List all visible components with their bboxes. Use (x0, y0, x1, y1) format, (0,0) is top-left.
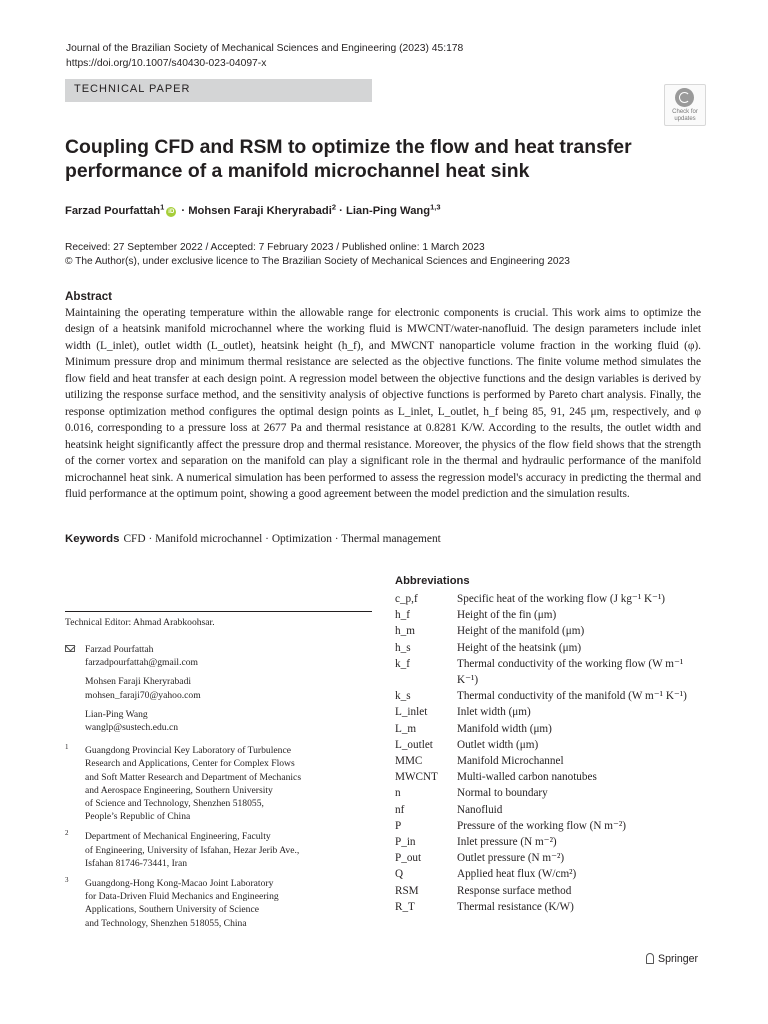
contact-name: Farzad Pourfattah (85, 644, 154, 655)
abbreviation-symbol: h_s (395, 641, 411, 654)
abbreviation-row (395, 883, 705, 899)
abbreviation-symbol: P (395, 819, 402, 832)
journal-citation: Journal of the Brazilian Society of Mechanical Sciences and Engineering (2023) 45:178 (66, 43, 464, 54)
abstract-text: Maintaining the operating temperature within the allowable range for electronic components is crucial. This work aims to optimize the design of a heatsink manifold microchannel where the working fluid is MWCNT/water-nanofluid. The design parameters include inlet width (L_inlet), outlet width (L_outlet), heatsink height (h_f), and MWCNT nanoparticle volume fraction in the working fluid (φ). Minimum pressure drop and minimum thermal resistance are selected as the objective functions. The finite volume method simulates the flow field and heat transfer at each design point. A regression model between the objective functions and the design variables is derived by utilizing the response surface method, and the sensitivity analysis of objective functions is performed by Pareto chart analysis. Finally, the response optimization method configures the optimal design points as L_inlet, L_outlet, h_f being 85, 91, 245 μm, respectively, and φ 0.016, corresponding to a pressure loss at 2677 Pa and thermal resistance at 0.8281 K/W. According to the results, the outlet width and heatsink height significantly affect the pressure drop and thermal resistance. Moreover, the physics of the flow field shows that the strength of the corner vortex and separation on the manifold can play a significant role in the thermal and hydraulic performance of the manifold microchannel heat sink. A numerical simulation has been performed to assess the regression model's accuracy in predicting the thermal and fluid performance at the optimum point, showing a good agreement between the model prediction and the simulation results. (65, 307, 701, 500)
abbreviation-definition: Height of the manifold (μm) (457, 625, 585, 638)
doi-link[interactable]: https://doi.org/10.1007/s40430-023-04097-x (66, 58, 267, 69)
abbreviation-row (395, 607, 705, 623)
abbreviation-row (395, 769, 705, 785)
check-updates-line-1: Check for (672, 109, 698, 115)
author-affiliation-sup: 2 (331, 202, 337, 212)
abbreviation-row (395, 704, 705, 720)
abbreviation-symbol: c_p,f (395, 593, 418, 605)
author-affiliation-sup: 1,3 (430, 202, 441, 212)
abbreviation-symbol: R_T (395, 900, 415, 913)
abstract-heading: Abstract (65, 290, 113, 303)
abbreviation-row (395, 818, 705, 834)
abbreviation-row (395, 785, 705, 801)
abbreviation-definition: Thermal conductivity of the manifold (W m⁻¹ K⁻¹) (457, 690, 687, 703)
abbreviation-row (395, 591, 705, 607)
abbreviation-definition: Specific heat of the working flow (J kg⁻¹ K⁻¹) (457, 593, 666, 605)
check-for-updates-badge[interactable] (664, 84, 706, 126)
abbreviation-row (395, 640, 705, 656)
publisher-name: Springer (658, 953, 699, 965)
abbreviation-symbol: P_in (395, 836, 416, 849)
check-updates-icon (675, 88, 694, 107)
contact-email[interactable]: mohsen_faraji70@yahoo.com (85, 689, 201, 701)
affiliation-line: and Soft Matter Research and Department of Mechanics (85, 771, 302, 783)
affiliation-line: of Science and Technology, Shenzhen 518055, (85, 798, 264, 810)
copyright-line: © The Author(s), under exclusive licence to The Brazilian Society of Mechanical Sciences and Engineering 2023 (65, 256, 570, 267)
author-list: Farzad Pourfattah$^1$iD · Mohsen Faraji Kheryrabadi$^2$ · Lian-Ping Wang$^{1,3}$ (65, 202, 441, 217)
abbreviation-symbol: L_inlet (395, 706, 428, 719)
affiliation (65, 830, 365, 870)
abbreviation-row (395, 737, 705, 753)
abbreviation-row (395, 753, 705, 769)
keywords (65, 533, 441, 545)
abbreviation-symbol: Q (395, 868, 404, 881)
abbreviation-definition: Thermal conductivity of the working flow (W m⁻¹ K⁻¹) (457, 657, 684, 687)
abbreviation-definition: Inlet pressure (N m⁻²) (457, 836, 557, 849)
abbreviation-definition: Multi-walled carbon nanotubes (457, 771, 597, 784)
affiliation-number: 2 (65, 829, 69, 838)
check-updates-line-2: updates (674, 115, 696, 122)
affiliation (65, 877, 365, 930)
abbreviation-symbol: h_m (395, 625, 415, 638)
abbreviation-symbol: k_s (395, 690, 411, 703)
contact-name: Mohsen Faraji Kheryrabadi (85, 676, 192, 688)
abbreviation-row (395, 866, 705, 882)
author-name[interactable]: Mohsen Faraji Kheryrabadi (188, 205, 332, 217)
abbreviations-list (395, 591, 705, 915)
abbreviation-row (395, 834, 705, 850)
abbreviation-symbol: h_f (395, 609, 410, 622)
publication-dates (65, 241, 570, 269)
abbreviation-symbol: k_f (395, 657, 410, 670)
orcid-icon[interactable]: iD (168, 209, 175, 215)
abbreviation-symbol: MMC (395, 755, 423, 768)
abbreviation-row (395, 802, 705, 818)
abbreviation-definition: Normal to boundary (457, 787, 548, 800)
abbreviation-row (395, 899, 705, 915)
abbreviation-symbol: RSM (395, 884, 419, 897)
springer-logo-icon (646, 953, 654, 964)
publisher-footer (646, 953, 698, 965)
abbreviation-symbol: L_m (395, 722, 417, 735)
contact-email[interactable]: wanglp@sustech.edu.cn (85, 722, 179, 734)
affiliation-number: 3 (65, 876, 69, 885)
affiliation-line: of Engineering, University of Isfahan, Hezar Jerib Ave., (85, 844, 300, 856)
abbreviation-symbol: nf (395, 803, 405, 816)
article-type-banner (65, 79, 372, 102)
keywords-label: Keywords (65, 533, 120, 545)
affiliation-line: Guangdong-Hong Kong-Macao Joint Laboratory (85, 878, 274, 890)
contact-name: Lian-Ping Wang (85, 708, 148, 720)
title-line: performance of a manifold microchannel heat sink (65, 159, 530, 182)
affiliation-line: for Data-Driven Fluid Mechanics and Engineering (85, 891, 279, 903)
affiliation-line: and Technology, Shenzhen 518055, China (85, 917, 247, 929)
title-line: Coupling CFD and RSM to optimize the flow and heat transfer (65, 136, 632, 158)
abbreviation-row (395, 656, 705, 688)
contact-email[interactable]: farzadpourfattah@gmail.com (85, 657, 198, 669)
footnote-divider (65, 611, 372, 612)
check-updates-text (665, 109, 705, 122)
author-affiliation-sup: 1 (160, 202, 165, 212)
abbreviations-heading: Abbreviations (395, 575, 470, 587)
abbreviation-row (395, 850, 705, 866)
keywords-text: CFD · Manifold microchannel · Optimization · Thermal management (123, 533, 441, 545)
abbreviation-row (395, 688, 705, 704)
affiliation-line: Guangdong Provincial Key Laboratory of Turbulence (85, 745, 291, 757)
abbreviation-definition: Outlet width (μm) (457, 738, 539, 751)
abbreviation-symbol: L_outlet (395, 738, 433, 751)
technical-editor-note: Technical Editor: Ahmad Arabkoohsar. (65, 617, 215, 628)
affiliation-number: 1 (65, 743, 69, 752)
author-name[interactable]: Farzad Pourfattah (65, 205, 161, 217)
abbreviation-row (395, 721, 705, 737)
journal-header (66, 41, 463, 71)
abbreviation-definition: Height of the fin (μm) (457, 609, 557, 622)
abbreviation-symbol: P_out (395, 852, 422, 865)
abbreviation-definition: Pressure of the working flow (N m⁻²) (457, 819, 626, 832)
envelope-icon (65, 645, 75, 652)
affiliation-line: and Aerospace Engineering, Southern University (85, 784, 273, 796)
paper-title (65, 136, 685, 183)
affiliation (65, 744, 365, 823)
abbreviation-definition: Manifold width (μm) (457, 722, 552, 735)
abbreviation-definition: Height of the heatsink (μm) (457, 641, 582, 654)
contact-block (65, 643, 365, 937)
affiliation-line: Applications, Southern University of Science (85, 904, 259, 916)
affiliation-line: Isfahan 81746-73441, Iran (85, 857, 188, 869)
affiliation-line: Research and Applications, Center for Complex Flows (85, 758, 295, 770)
dates-line: Received: 27 September 2022 / Accepted: 7 February 2023 / Published online: 1 March 2023 (65, 242, 485, 253)
affiliation-line: People’s Republic of China (85, 811, 191, 823)
abbreviation-definition: Outlet pressure (N m⁻²) (457, 852, 565, 865)
abbreviation-row (395, 623, 705, 639)
abbreviation-definition: Nanofluid (457, 803, 503, 816)
abbreviation-definition: Manifold Microchannel (457, 755, 564, 768)
affiliation-line: Department of Mechanical Engineering, Faculty (85, 831, 271, 843)
author-name[interactable]: Lian-Ping Wang (345, 205, 431, 217)
article-type-label: TECHNICAL PAPER (74, 83, 191, 95)
abbreviation-symbol: n (395, 787, 401, 800)
abbreviation-definition: Thermal resistance (K/W) (457, 900, 574, 913)
abbreviation-definition: Inlet width (μm) (457, 706, 531, 719)
abbreviation-definition: Applied heat flux (W/cm²) (457, 868, 577, 881)
abbreviation-definition: Response surface method (457, 884, 572, 897)
abbreviation-symbol: MWCNT (395, 771, 438, 784)
